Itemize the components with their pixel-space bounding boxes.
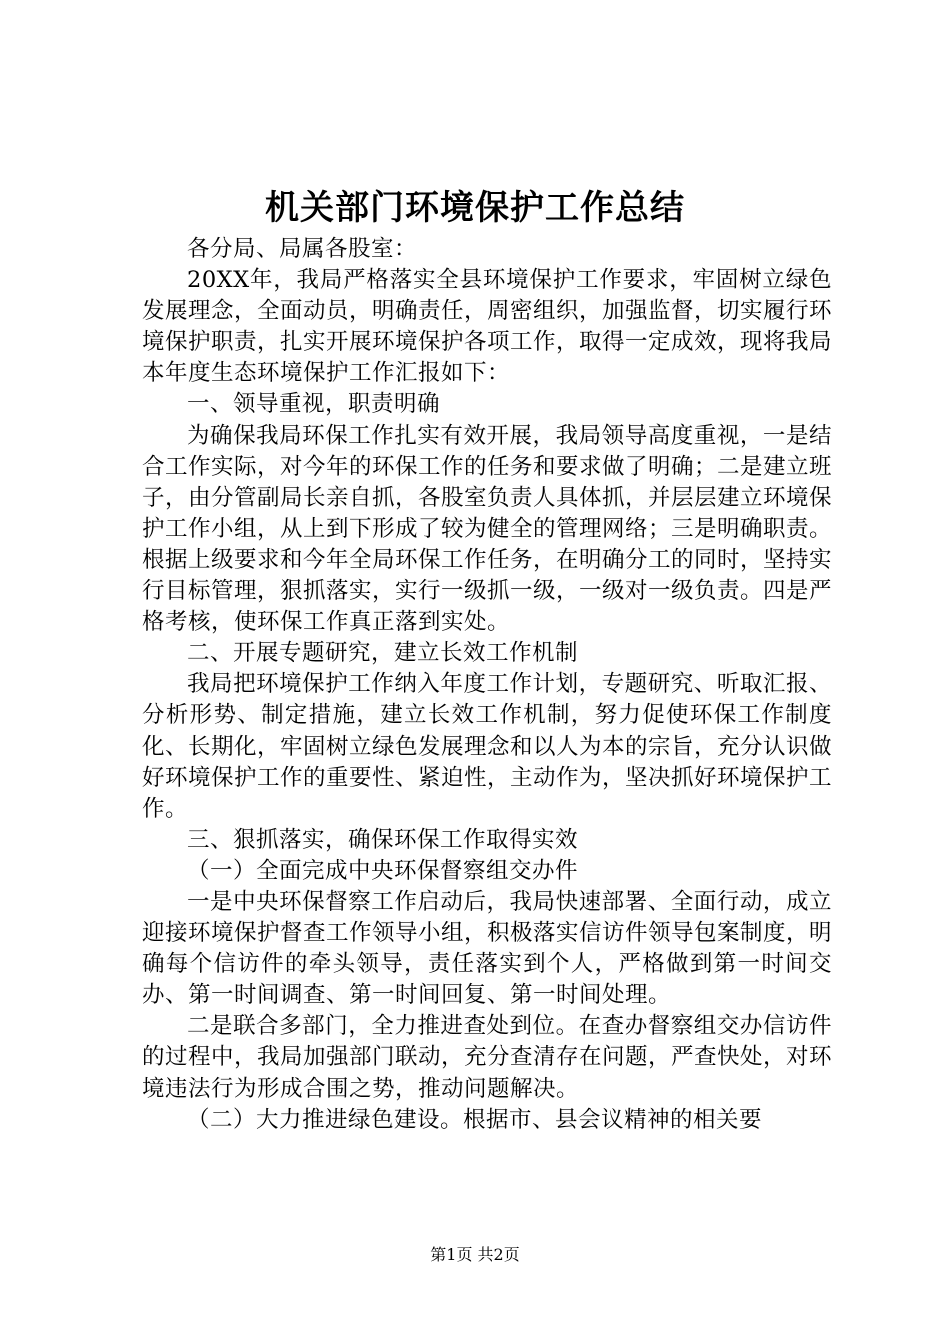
document-body <box>142 234 832 1136</box>
subsection-heading-3-1: （一）全面完成中央环保督察组交办件 <box>187 857 579 884</box>
paragraph-section-3-1-a: 一是中央环保督察工作启动后，我局快速部署、全面行动，成立迎接环境保护督查工作领导小组，积极落实信访件领导包案制度，明确每个信访件的牵头领导，责任落实到个人，严格做到第一时间交办、第一时间调查、第一时间回复、第一时间处理。 <box>142 888 833 1009</box>
section-heading-2: 二、开展专题研究，建立长效工作机制 <box>187 640 579 667</box>
page-footer: 第1页 共2页 <box>430 1245 520 1264</box>
salutation: 各分局、局属各股室： <box>187 236 418 262</box>
paragraph-intro: 20XX年，我局严格落实全县环境保护工作要求，牢固树立绿色发展理念，全面动员，明确责任，周密组织，加强监督，切实履行环境保护职责，扎实开展环境保护各项工作，取得一定成效，现将我局本年度生态环境保护工作汇报如下： <box>142 267 833 387</box>
document-title: 机关部门环境保护工作总结 <box>265 188 685 228</box>
paragraph-section-3-1-b: 二是联合多部门，全力推进查处到位。在查办督察组交办信访件的过程中，我局加强部门联动，充分查清存在问题，严查快处，对环境违法行为形成合围之势，推动问题解决。 <box>142 1013 833 1102</box>
paragraph-section-1: 为确保我局环保工作扎实有效开展，我局领导高度重视，一是结合工作实际，对今年的环保工作的任务和要求做了明确；二是建立班子，由分管副局长亲自抓，各股室负责人具体抓，并层层建立环境保护工作小组，从上到下形成了较为健全的管理网络；三是明确职责。根据上级要求和今年全局环保工作任务，在明确分工的同时，坚持实行目标管理，狠抓落实，实行一级抓一级，一级对一级负责。四是严格考核，使环保工作真正落到实处。 <box>142 422 833 636</box>
paragraph-section-3-2: （二）大力推进绿色建设。根据市、县会议精神的相关要 <box>187 1106 763 1133</box>
section-heading-3: 三、狠抓落实，确保环保工作取得实效 <box>187 826 579 853</box>
section-heading-1: 一、领导重视，职责明确 <box>187 391 441 418</box>
paragraph-section-2: 我局把环境保护工作纳入年度工作计划，专题研究、听取汇报、分析形势、制定措施，建立长效工作机制，努力促使环保工作制度化、长期化，牢固树立绿色发展理念和以人为本的宗旨，充分认识做好环境保护工作的重要性、紧迫性，主动作为，坚决抓好环境保护工作。 <box>142 671 833 822</box>
